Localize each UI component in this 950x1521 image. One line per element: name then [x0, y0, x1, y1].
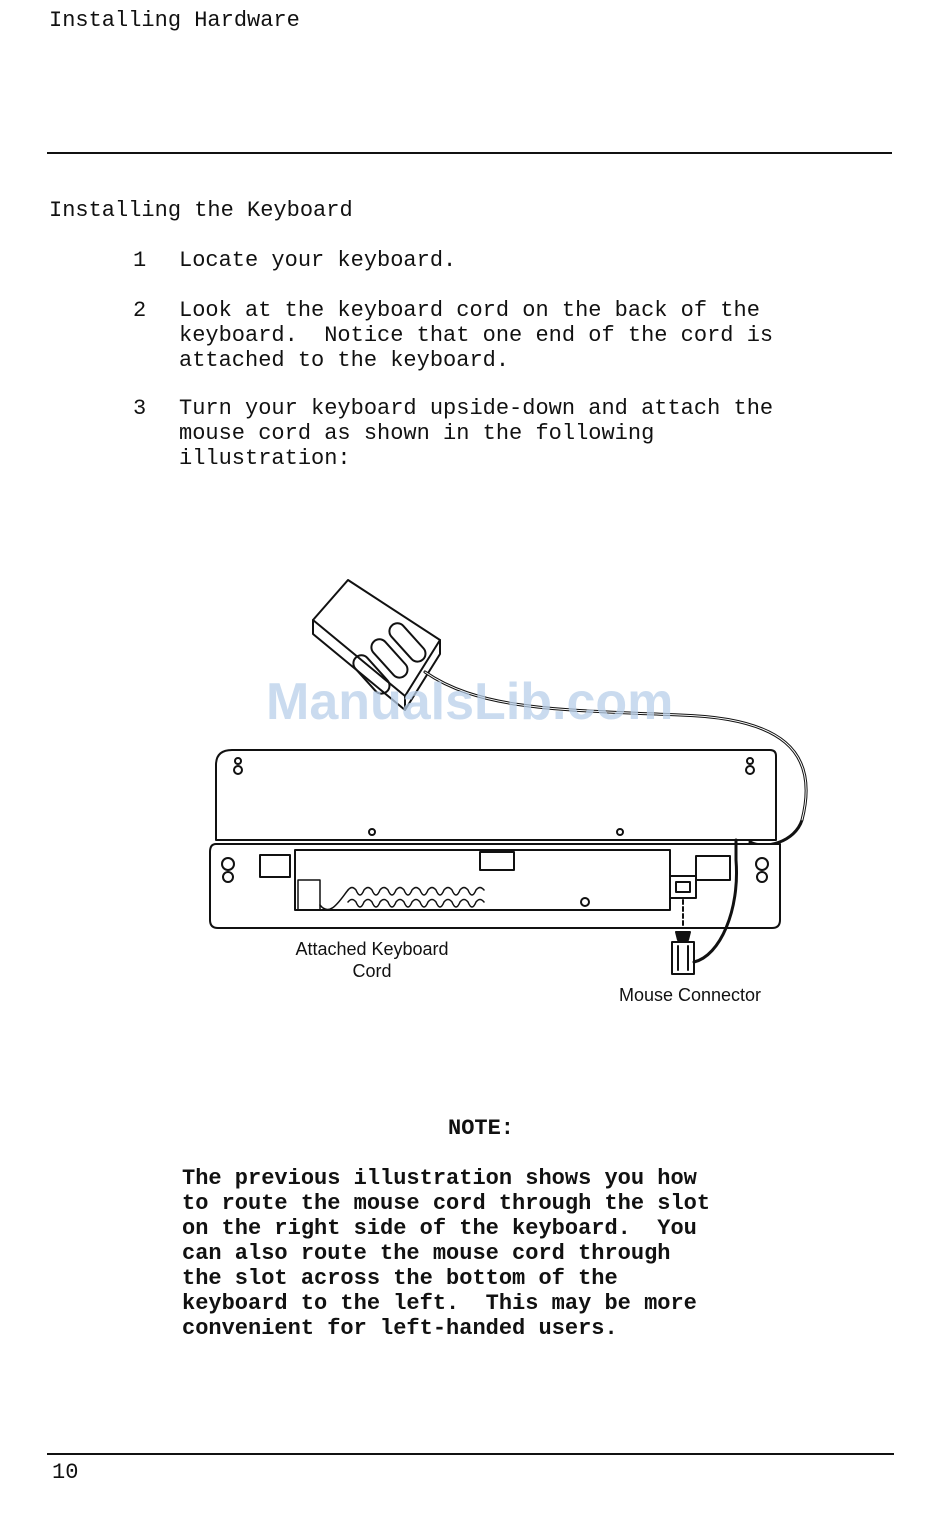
step-number: 1	[133, 248, 147, 273]
step-number: 2	[133, 298, 147, 323]
mouse-connector-plug	[672, 932, 694, 974]
step-number: 3	[133, 396, 147, 421]
step-text: Locate your keyboard.	[179, 248, 457, 273]
mouse-port	[670, 876, 696, 898]
caption-attached-keyboard-cord: Attached Keyboard Cord	[295, 939, 449, 981]
section-heading: Installing the Keyboard	[49, 198, 353, 223]
page-number: 10	[52, 1460, 79, 1485]
note-heading: NOTE:	[448, 1116, 515, 1141]
bottom-divider	[47, 1453, 894, 1455]
note-body: The previous illustration shows you how to route the mouse cord through the slot on the right side of the keyboard. You can also route the mouse cord through the slot across the bottom of the keyboard to the left. This may be more convenient for left-handed users.	[182, 1166, 711, 1341]
running-header: Installing Hardware	[49, 8, 300, 33]
step-text: Look at the keyboard cord on the back of the keyboard. Notice that one end of the cord is attached to the keyboard.	[179, 298, 774, 373]
step-text: Turn your keyboard upside-down and attach the mouse cord as shown in the following illustration:	[179, 396, 774, 471]
top-divider	[47, 152, 892, 154]
caption-mouse-connector: Mouse Connector	[618, 985, 762, 1005]
watermark: ManualsLib.com	[266, 673, 674, 731]
keyboard-body	[216, 750, 776, 840]
